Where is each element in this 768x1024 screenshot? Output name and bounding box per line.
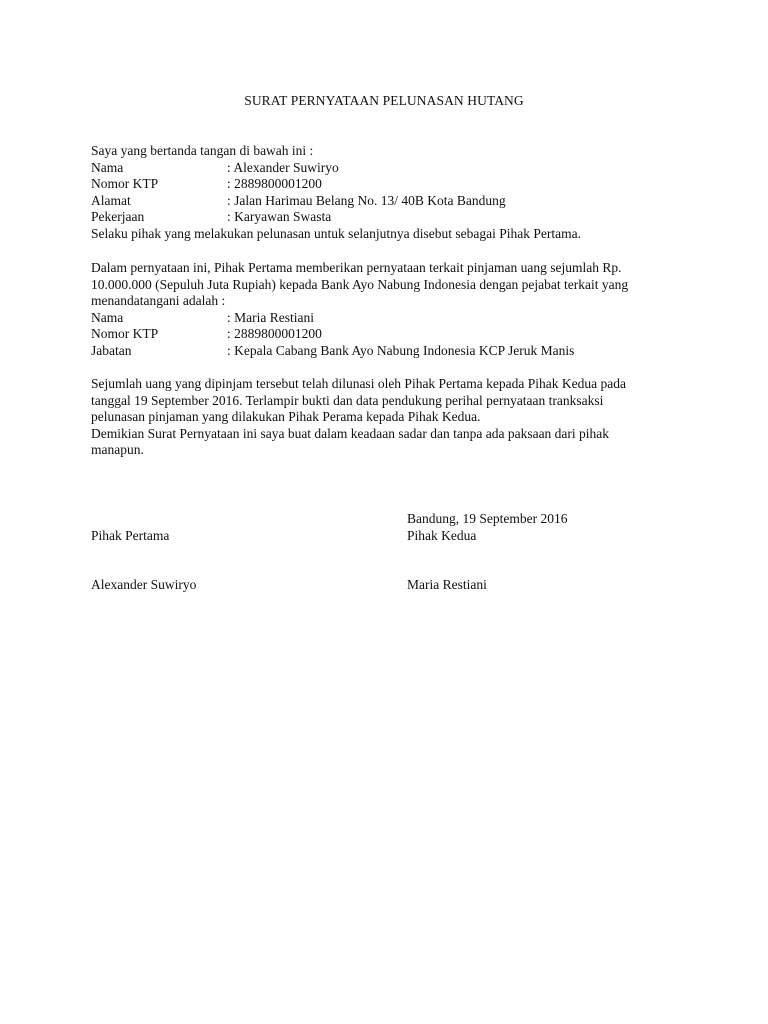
field-label: Alamat bbox=[91, 192, 131, 208]
field-label: Nomor KTP bbox=[91, 326, 159, 342]
closing-line: manapun. bbox=[91, 442, 144, 458]
left-signer-name: Alexander Suwiryo bbox=[91, 577, 197, 592]
field-value: : Jalan Harimau Belang No. 13/ 40B Kota Bandung bbox=[227, 192, 506, 208]
field-value: : 2889800001200 bbox=[227, 176, 322, 192]
left-signer-role: Pihak Pertama bbox=[91, 528, 170, 543]
second-party-row-ktp bbox=[91, 326, 691, 343]
right-signer-name: Maria Restiani bbox=[407, 577, 487, 592]
field-value: : Karyawan Swasta bbox=[227, 209, 332, 225]
closing-line: Demikian Surat Pernyataan ini saya buat dalam keadaan sadar dan tanpa ada paksaan dari pihak bbox=[91, 425, 610, 441]
second-party-section bbox=[91, 260, 691, 360]
closing-line: Sejumlah uang yang dipinjam tersebut telah dilunasi oleh Pihak Pertama kepada Pihak Kedua pada bbox=[91, 376, 626, 391]
first-party-row-nama bbox=[91, 160, 691, 177]
field-label: Nama bbox=[91, 159, 124, 175]
first-party-section bbox=[91, 143, 691, 243]
intro-text: Saya yang bertanda tangan di bawah ini : bbox=[91, 143, 314, 158]
first-party-note: Selaku pihak yang melakukan pelunasan untuk selanjutnya disebut sebagai Pihak Pertama. bbox=[91, 225, 582, 241]
field-label: Nomor KTP bbox=[91, 176, 159, 192]
field-label: Jabatan bbox=[91, 342, 132, 358]
field-value: : Maria Restiani bbox=[227, 309, 314, 325]
statement-line: menandatangani adalah : bbox=[91, 293, 226, 309]
first-party-row-ktp bbox=[91, 176, 691, 193]
place-date: Bandung, 19 September 2016 bbox=[407, 511, 568, 526]
field-label: Pekerjaan bbox=[91, 209, 145, 225]
field-value: : Alexander Suwiryo bbox=[227, 159, 339, 175]
field-value: : Kepala Cabang Bank Ayo Nabung Indonesia KCP Jeruk Manis bbox=[227, 342, 575, 358]
field-value: : 2889800001200 bbox=[227, 326, 322, 342]
closing-line: pelunasan pinjaman yang dilakukan Pihak Perama kepada Pihak Kedua. bbox=[91, 409, 481, 425]
closing-section bbox=[91, 376, 691, 459]
second-party-row-nama bbox=[91, 310, 691, 327]
field-label: Nama bbox=[91, 309, 124, 325]
statement-line: Dalam pernyataan ini, Pihak Pertama memberikan pernyataan terkait pinjaman uang sejumlah Rp. bbox=[91, 260, 622, 275]
closing-line: tanggal 19 September 2016. Terlampir bukti dan data pendukung perihal pernyataan tranksaksi bbox=[91, 392, 604, 408]
letter-title: SURAT PERNYATAAN PELUNASAN HUTANG bbox=[244, 93, 524, 108]
statement-line: 10.000.000 (Sepuluh Juta Rupiah) kepada Bank Ayo Nabung Indonesia dengan pejabat terkait yang bbox=[91, 276, 629, 292]
right-signer-role: Pihak Kedua bbox=[407, 528, 477, 543]
second-party-row-jabatan bbox=[91, 343, 691, 360]
first-party-row-alamat bbox=[91, 193, 691, 210]
first-party-row-pekerjaan bbox=[91, 209, 691, 226]
